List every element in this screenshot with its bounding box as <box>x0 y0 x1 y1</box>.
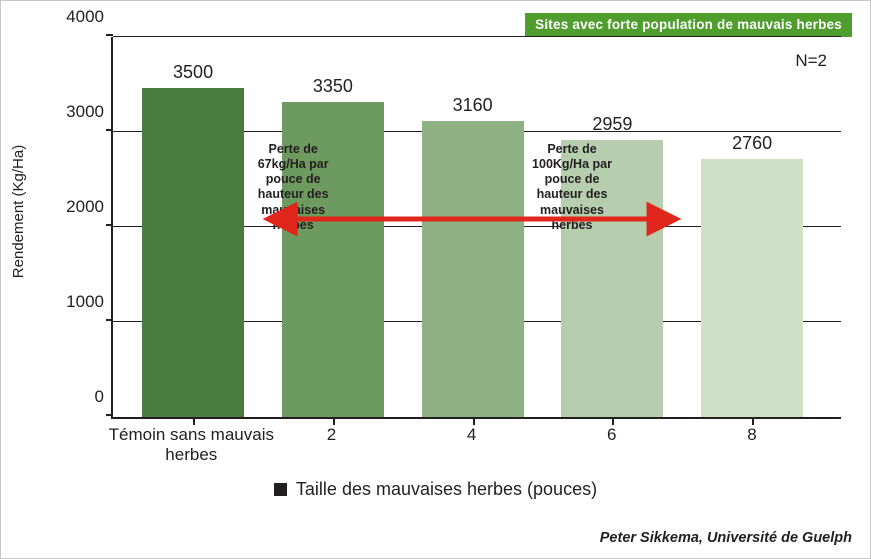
x-category-0: Témoin sans mauvais herbes <box>108 425 274 464</box>
y-tick-mark-2000 <box>106 224 113 226</box>
y-tick-label-2000: 2000 <box>66 197 104 216</box>
bar-value-2: 3160 <box>452 94 493 115</box>
y-tick-mark-1000 <box>106 319 113 321</box>
square-marker-icon <box>274 483 287 496</box>
x-category-2: 4 <box>466 425 477 444</box>
annotation-loss-2: Perte de 100Kg/Ha par pouce de hauteur des mauvaises herbes <box>532 141 612 232</box>
bar-2[interactable] <box>422 121 524 417</box>
bar-series <box>113 37 841 417</box>
annotation-loss-1: Perte de 67kg/Ha par pouce de hauteur des mauvaises herbes <box>257 141 329 232</box>
x-category-1: 2 <box>326 425 337 444</box>
bar-value-3: 2959 <box>592 114 633 135</box>
y-axis-title-text: Rendement (Kg/Ha) <box>10 144 28 278</box>
y-tick-label-0: 0 <box>94 387 104 406</box>
x-tick-mark-2 <box>473 417 475 425</box>
y-axis-title <box>5 1 33 421</box>
chart-title-banner: Sites avec forte population de mauvais herbes <box>525 13 852 37</box>
bar-4[interactable] <box>701 159 803 417</box>
y-tick-mark-0 <box>106 414 113 416</box>
bar-column-0 <box>142 37 244 417</box>
bar-value-1: 3350 <box>312 76 353 97</box>
source-credit: Peter Sikkema, Université de Guelph <box>599 530 852 546</box>
bar-column-4 <box>701 37 803 417</box>
bar-value-4: 2760 <box>732 133 773 154</box>
y-tick-mark-4000 <box>106 34 113 36</box>
x-tick-mark-4 <box>752 417 754 425</box>
bar-column-2 <box>422 37 524 417</box>
y-tick-label-3000: 3000 <box>66 102 104 121</box>
x-category-4: 8 <box>747 425 757 444</box>
x-axis-labels <box>108 425 841 473</box>
x-tick-mark-1 <box>333 417 335 425</box>
bar-0[interactable] <box>142 88 244 417</box>
chart-legend <box>1 479 870 500</box>
y-tick-mark-3000 <box>106 129 113 131</box>
y-tick-label-1000: 1000 <box>66 292 104 311</box>
bar-value-0: 3500 <box>173 62 214 83</box>
y-tick-label-4000: 4000 <box>66 7 104 26</box>
sample-size-label: N=2 <box>795 51 827 70</box>
legend-label: Taille des mauvaises herbes (pouces) <box>295 479 598 499</box>
x-category-3: 6 <box>607 425 617 444</box>
x-tick-mark-3 <box>612 417 614 425</box>
x-tick-mark-0 <box>193 417 195 425</box>
